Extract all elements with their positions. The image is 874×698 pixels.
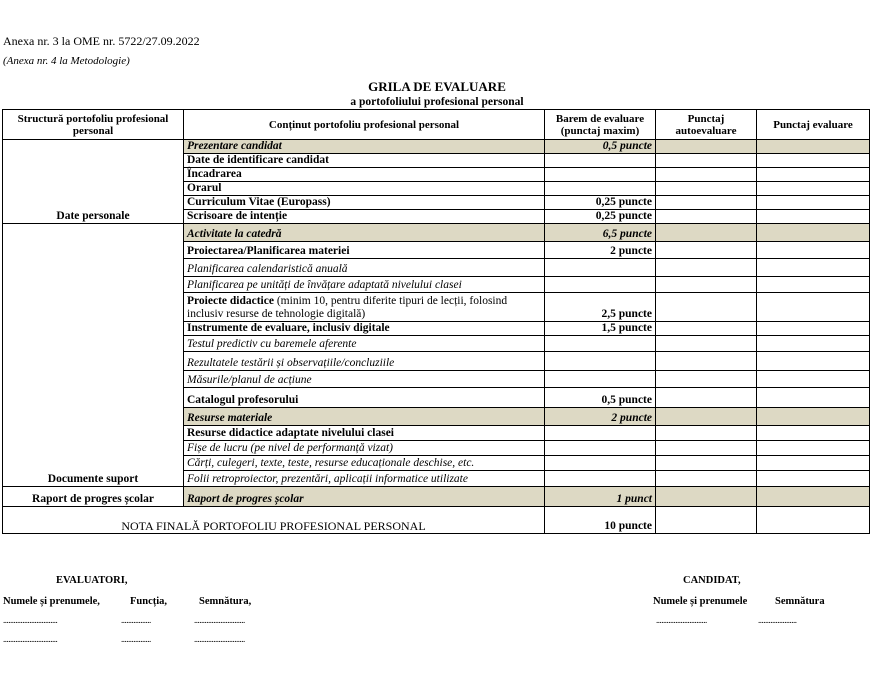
- row-content: Prezentare candidat: [184, 140, 545, 154]
- eval-score-cell[interactable]: [757, 456, 870, 471]
- row-content: Resurse didactice adaptate nivelului clasei: [184, 426, 545, 441]
- table-row: [3, 140, 870, 154]
- section-progress-report: Raport de progres școlar: [3, 487, 184, 507]
- final-score-label: NOTA FINALĂ PORTOFOLIU PROFESIONAL PERSONAL: [3, 507, 545, 534]
- evaluators-title: EVALUATORI,: [56, 575, 128, 586]
- row-score: [545, 371, 656, 388]
- section-personal-data: Date personale: [3, 140, 184, 224]
- row-content: Scrisoare de intenție: [184, 210, 545, 224]
- row-score: [545, 336, 656, 352]
- annex-subreference: (Anexa nr. 4 la Metodologie): [3, 55, 130, 67]
- self-score-cell[interactable]: [656, 277, 757, 293]
- eval-score-cell[interactable]: [757, 441, 870, 456]
- eval-score-cell[interactable]: [757, 154, 870, 168]
- row-content: Catalogul profesorului: [184, 388, 545, 408]
- self-score-cell[interactable]: [656, 487, 757, 507]
- row-score: [545, 471, 656, 487]
- eval-score-cell[interactable]: [757, 196, 870, 210]
- row-content: Proiectarea/Planificarea materiei: [184, 242, 545, 259]
- eval-score-cell[interactable]: [757, 182, 870, 196]
- evaluator1-signature-line[interactable]: .............................: [194, 615, 245, 625]
- row-score: 2 puncte: [545, 242, 656, 259]
- row-content: Activitate la catedră: [184, 224, 545, 242]
- col-header-max-score: Barem de evaluare (punctaj maxim): [545, 110, 656, 140]
- table-row: [3, 487, 870, 507]
- row-content: Raport de progres școlar: [184, 487, 545, 507]
- candidate-name-line[interactable]: .............................: [656, 615, 707, 625]
- row-score: 2,5 puncte: [545, 293, 656, 322]
- row-score: 2 puncte: [545, 408, 656, 426]
- row-content: Măsurile/planul de acțiune: [184, 371, 545, 388]
- document-subtitle: a portofoliului profesional personal: [350, 96, 524, 108]
- row-score: 0,25 puncte: [545, 196, 656, 210]
- final-score-value: 10 puncte: [545, 507, 656, 534]
- eval-score-cell[interactable]: [757, 388, 870, 408]
- row-content: [184, 293, 545, 322]
- col-header-eval-score: Punctaj evaluare: [757, 110, 870, 140]
- candidate-signature-label: Semnătura: [775, 596, 825, 607]
- row-content: Testul predictiv cu baremele aferente: [184, 336, 545, 352]
- candidate-signature-line[interactable]: ......................: [758, 615, 797, 625]
- evaluator2-name-line[interactable]: ...............................: [3, 634, 58, 644]
- row-score: 1,5 puncte: [545, 322, 656, 336]
- row-score: [545, 182, 656, 196]
- row-score: 0,5 puncte: [545, 388, 656, 408]
- row-content: Planificarea calendaristică anuală: [184, 259, 545, 277]
- table-header-row: [3, 110, 870, 140]
- row-content: Folii retroproiector, prezentări, aplicații informatice utilizate: [184, 471, 545, 487]
- self-score-cell[interactable]: [656, 182, 757, 196]
- self-score-cell[interactable]: [656, 140, 757, 154]
- self-score-cell[interactable]: [656, 388, 757, 408]
- evaluator-signature-label: Semnătura,: [199, 596, 252, 607]
- row-content: Cărți, culegeri, texte, teste, resurse educaționale deschise, etc.: [184, 456, 545, 471]
- row-content-bold: Proiecte didactice: [187, 295, 274, 307]
- self-score-cell[interactable]: [656, 224, 757, 242]
- row-score: 1 punct: [545, 487, 656, 507]
- self-score-cell[interactable]: [656, 441, 757, 456]
- evaluator-function-label: Funcția,: [130, 596, 168, 607]
- row-content-rest: (minim 10, pentru diferite tipuri de lecții, folosind inclusiv resurse de tehnologie digitală): [187, 295, 508, 320]
- self-score-cell[interactable]: [656, 336, 757, 352]
- evaluator2-signature-line[interactable]: .............................: [194, 634, 245, 644]
- self-score-cell[interactable]: [656, 196, 757, 210]
- eval-score-cell[interactable]: [757, 242, 870, 259]
- eval-score-cell[interactable]: [757, 259, 870, 277]
- final-self-score-cell[interactable]: [656, 507, 757, 534]
- self-score-cell[interactable]: [656, 408, 757, 426]
- row-score: [545, 456, 656, 471]
- eval-score-cell[interactable]: [757, 371, 870, 388]
- self-score-cell[interactable]: [656, 154, 757, 168]
- row-content: Curriculum Vitae (Europass): [184, 196, 545, 210]
- eval-score-cell[interactable]: [757, 322, 870, 336]
- evaluator2-function-line[interactable]: .................: [121, 634, 151, 644]
- eval-score-cell[interactable]: [757, 293, 870, 322]
- self-score-cell[interactable]: [656, 210, 757, 224]
- self-score-cell[interactable]: [656, 242, 757, 259]
- self-score-cell[interactable]: [656, 352, 757, 371]
- row-content: Orarul: [184, 182, 545, 196]
- evaluator1-name-line[interactable]: ...............................: [3, 615, 58, 625]
- self-score-cell[interactable]: [656, 322, 757, 336]
- row-score: [545, 168, 656, 182]
- self-score-cell[interactable]: [656, 426, 757, 441]
- final-score-row: [3, 507, 870, 534]
- row-content: Rezultatele testării și observațiile/concluziile: [184, 352, 545, 371]
- section-support-documents: Documente suport: [3, 224, 184, 487]
- evaluator1-function-line[interactable]: .................: [121, 615, 151, 625]
- annex-reference: Anexa nr. 3 la OME nr. 5722/27.09.2022: [3, 34, 200, 48]
- row-content: Planificarea pe unități de învățare adaptată nivelului clasei: [184, 277, 545, 293]
- col-header-self-score: Punctaj autoevaluare: [656, 110, 757, 140]
- self-score-cell[interactable]: [656, 471, 757, 487]
- eval-score-cell[interactable]: [757, 210, 870, 224]
- eval-score-cell[interactable]: [757, 408, 870, 426]
- self-score-cell[interactable]: [656, 168, 757, 182]
- row-content: Resurse materiale: [184, 408, 545, 426]
- row-content: Date de identificare candidat: [184, 154, 545, 168]
- eval-score-cell[interactable]: [757, 426, 870, 441]
- self-score-cell[interactable]: [656, 456, 757, 471]
- table-row: [3, 224, 870, 242]
- row-content: Încadrarea: [184, 168, 545, 182]
- self-score-cell[interactable]: [656, 259, 757, 277]
- self-score-cell[interactable]: [656, 371, 757, 388]
- row-score: [545, 352, 656, 371]
- row-score: [545, 154, 656, 168]
- eval-score-cell[interactable]: [757, 471, 870, 487]
- row-content: Instrumente de evaluare, inclusiv digitale: [184, 322, 545, 336]
- eval-score-cell[interactable]: [757, 140, 870, 154]
- eval-score-cell[interactable]: [757, 487, 870, 507]
- row-score: [545, 441, 656, 456]
- col-header-content: Conținut portofoliu profesional personal: [184, 110, 545, 140]
- candidate-name-label: Numele și prenumele: [653, 596, 748, 607]
- row-content: Fișe de lucru (pe nivel de performanță vizat): [184, 441, 545, 456]
- eval-score-cell[interactable]: [757, 168, 870, 182]
- self-score-cell[interactable]: [656, 293, 757, 322]
- eval-score-cell[interactable]: [757, 352, 870, 371]
- document-title: GRILA DE EVALUARE: [368, 79, 506, 94]
- evaluation-grid-table: [2, 109, 870, 534]
- eval-score-cell[interactable]: [757, 336, 870, 352]
- eval-score-cell[interactable]: [757, 277, 870, 293]
- row-score: 0,25 puncte: [545, 210, 656, 224]
- row-score: [545, 426, 656, 441]
- candidate-title: CANDIDAT,: [683, 575, 741, 586]
- row-score: 6,5 puncte: [545, 224, 656, 242]
- eval-score-cell[interactable]: [757, 224, 870, 242]
- evaluator-name-label: Numele și prenumele,: [3, 596, 100, 607]
- col-header-structure: Structură portofoliu profesional personal: [3, 110, 184, 140]
- final-eval-score-cell[interactable]: [757, 507, 870, 534]
- row-score: [545, 259, 656, 277]
- row-score: [545, 277, 656, 293]
- row-score: 0,5 puncte: [545, 140, 656, 154]
